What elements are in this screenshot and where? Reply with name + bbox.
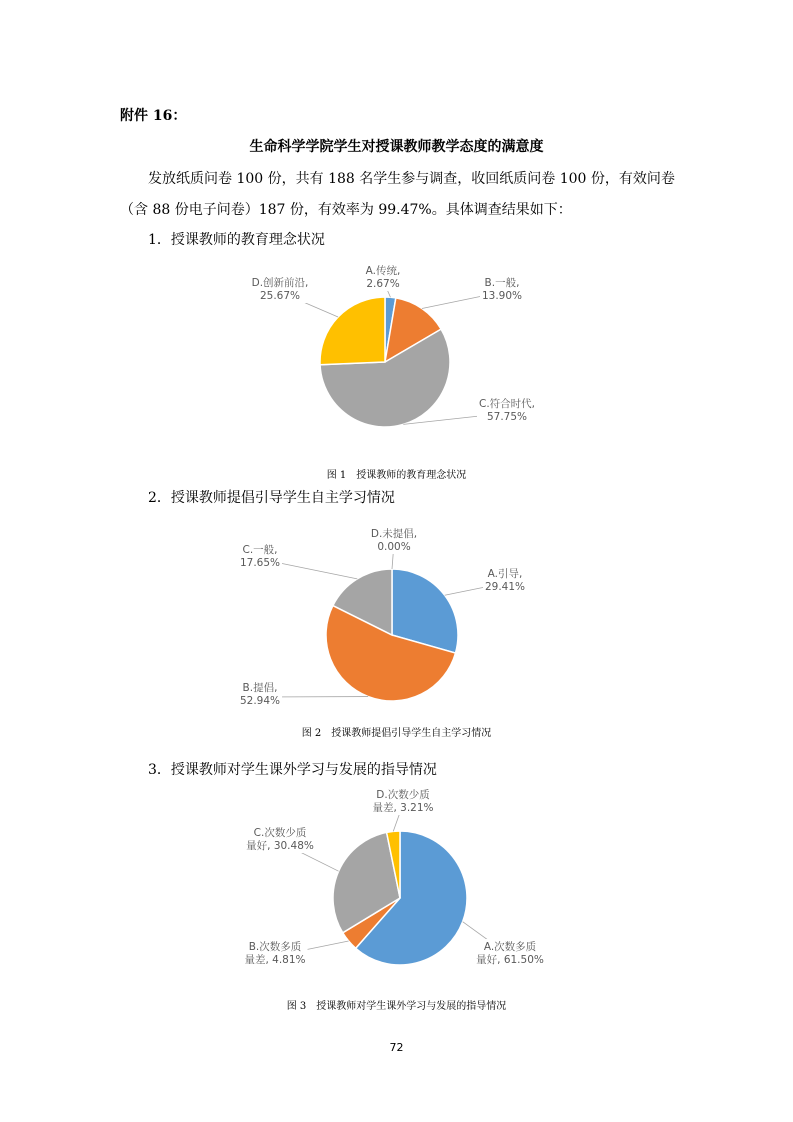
slice-label: C.次数少质量好, 30.48% <box>246 827 314 852</box>
chart-1 <box>220 252 580 457</box>
slice-label: C.一般, 17.65% <box>239 544 281 569</box>
pie-slice <box>320 297 385 365</box>
section-heading-1: 1．授课教师的教育理念状况 <box>148 232 325 248</box>
chart-3 <box>220 780 580 980</box>
pie-slices <box>333 831 467 965</box>
pie-chart-3 <box>220 780 580 980</box>
annex-label: 附件 16： <box>120 108 187 124</box>
slice-label: A.引导, 29.41% <box>484 568 526 593</box>
pie-slices <box>320 297 450 427</box>
slice-label: D.次数少质量差, 3.21% <box>372 789 434 814</box>
document-title: 生命科学学院学生对授课教师教学态度的满意度 <box>249 139 544 155</box>
section-heading-2: 2．授课教师提倡引导学生自主学习情况 <box>148 490 395 506</box>
chart-2 <box>220 515 580 715</box>
slice-label: B.次数多质量差, 4.81% <box>244 941 306 966</box>
pie-slices <box>326 569 458 701</box>
figure-caption-3: 图 3 授课教师对学生课外学习与发展的指导情况 <box>286 1001 507 1012</box>
slice-label: D.创新前沿, 25.67% <box>251 277 309 302</box>
page-number: 72 <box>389 1041 404 1054</box>
intro-paragraph: 发放纸质问卷 100 份，共有 188 名学生参与调查，收回纸质问卷 100 份，有效问卷（含 88 份电子问卷）187 份，有效率为 99.47%。具体调查结果如下： <box>120 171 675 218</box>
section-heading-3: 3．授课教师对学生课外学习与发展的指导情况 <box>148 762 437 778</box>
pie-chart-2 <box>220 515 580 715</box>
slice-label: D.未提倡, 0.00% <box>370 528 418 553</box>
slice-label: B.提倡, 52.94% <box>239 682 281 707</box>
slice-label: A.次数多质量好, 61.50% <box>476 941 544 966</box>
pie-chart-1 <box>220 252 580 457</box>
figure-caption-1: 图 1 授课教师的教育理念状况 <box>326 470 467 481</box>
slice-label: C.符合时代, 57.75% <box>478 398 536 423</box>
slice-label: B.一般, 13.90% <box>481 277 523 302</box>
figure-caption-2: 图 2 授课教师提倡引导学生自主学习情况 <box>301 728 492 739</box>
slice-label: A.传统, 2.67% <box>365 265 401 290</box>
